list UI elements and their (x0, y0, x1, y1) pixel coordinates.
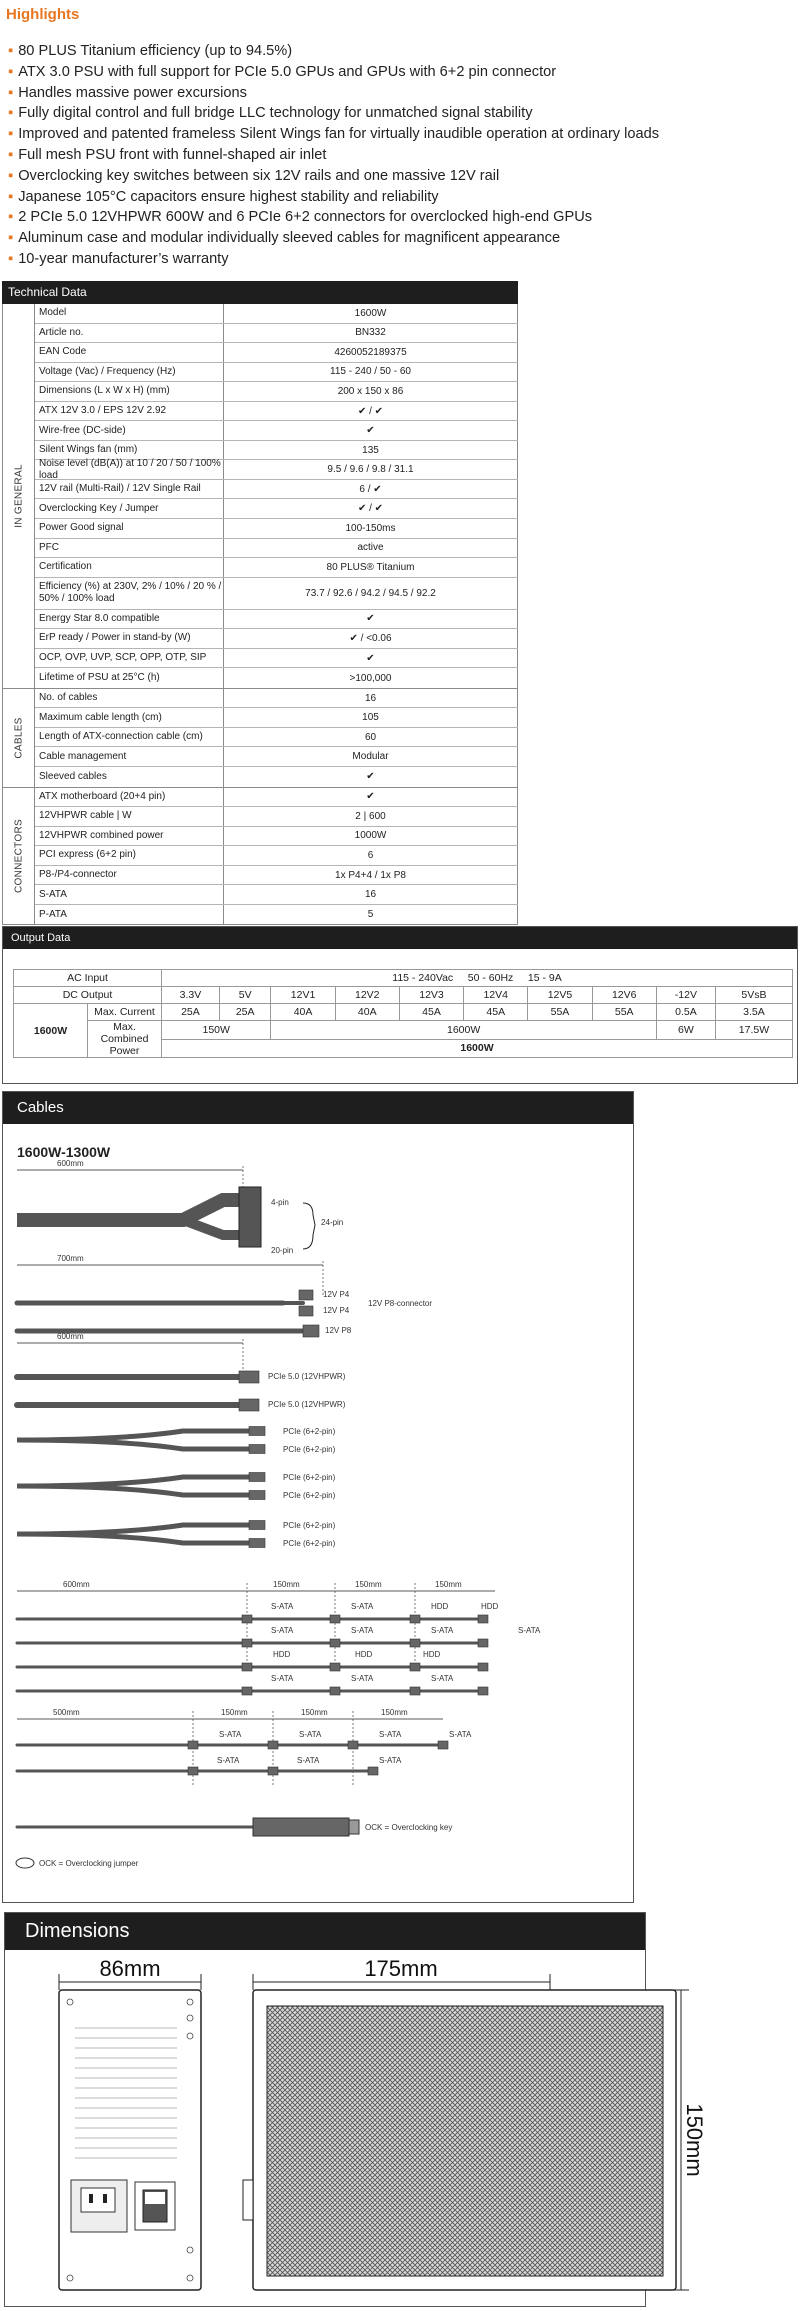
td-key: Article no. (35, 324, 224, 343)
sata-label: S-ATA (271, 1626, 294, 1635)
rail-label: 12V2 (335, 987, 399, 1004)
cables-title: Cables (3, 1092, 633, 1124)
td-row (35, 629, 518, 649)
td-group-label-text: CABLES (13, 717, 24, 759)
sata-label: S-ATA (431, 1674, 454, 1683)
td-group (2, 304, 518, 689)
rail-label: 12V5 (528, 987, 592, 1004)
combined-3v3-5v: 150W (162, 1021, 271, 1040)
td-row (35, 402, 518, 422)
td-value: 9.5 / 9.6 / 9.8 / 31.1 (224, 460, 518, 479)
td-value: 1600W (224, 304, 518, 323)
td-group (2, 689, 518, 788)
td-key: Certification (35, 558, 224, 577)
td-value: 105 (224, 708, 518, 727)
rail-current: 3.5A (715, 1004, 792, 1021)
ac-input-value: 115 - 240Vac 50 - 60Hz 15 - 9A (162, 970, 793, 987)
td-row (35, 610, 518, 630)
td-row (35, 480, 518, 500)
td-value: ✔ (224, 649, 518, 668)
td-key: OCP, OVP, UVP, SCP, OPP, OTP, SIP (35, 649, 224, 668)
rail-label: 12V4 (464, 987, 528, 1004)
sata-label: HDD (481, 1602, 499, 1611)
td-value: active (224, 539, 518, 558)
td-key: Cable management (35, 747, 224, 766)
sata-label: S-ATA (379, 1730, 402, 1739)
connector-plug (268, 1741, 278, 1749)
connector-plug (410, 1663, 420, 1671)
dimension-label: 150mm (435, 1580, 462, 1589)
td-key: Dimensions (L x W x H) (mm) (35, 382, 224, 401)
sata-label: S-ATA (217, 1756, 240, 1765)
td-key: PCI express (6+2 pin) (35, 846, 224, 865)
cables-diagram (3, 1125, 633, 1902)
td-key: Length of ATX-connection cable (cm) (35, 728, 224, 747)
pcie-label: PCIe (6+2-pin) (283, 1521, 336, 1530)
td-row (35, 304, 518, 324)
td-key: 12VHPWR cable | W (35, 807, 224, 826)
rail-label: 5V (219, 987, 271, 1004)
dc-output-label: DC Output (14, 987, 162, 1004)
td-key: Voltage (Vac) / Frequency (Hz) (35, 363, 224, 382)
td-value: ✔ (224, 421, 518, 440)
connector-plug (330, 1615, 340, 1623)
td-row (35, 708, 518, 728)
rail-current: 55A (528, 1004, 592, 1021)
ock-jumper (16, 1858, 34, 1868)
td-key: ATX motherboard (20+4 pin) (35, 788, 224, 807)
connector-plug (410, 1615, 420, 1623)
td-key: Silent Wings fan (mm) (35, 441, 224, 460)
td-key: S-ATA (35, 885, 224, 904)
connector-plug (242, 1687, 252, 1695)
rail-label: 12V3 (399, 987, 463, 1004)
td-row (35, 519, 518, 539)
td-group-label (2, 689, 35, 787)
connector-plug (478, 1639, 488, 1647)
td-value: 2 | 600 (224, 807, 518, 826)
td-row (35, 728, 518, 748)
td-row (35, 788, 518, 808)
td-value: 73.7 / 92.6 / 94.2 / 94.5 / 92.2 (224, 578, 518, 609)
atx-20pin-label: 20-pin (271, 1246, 294, 1255)
td-group-label (2, 304, 35, 688)
combined-5vsb: 17.5W (715, 1021, 792, 1040)
td-value: ✔ (224, 788, 518, 807)
td-value: ✔ (224, 767, 518, 787)
rail-current: 55A (592, 1004, 656, 1021)
combined-neg12v: 6W (656, 1021, 715, 1040)
td-key: Sleeved cables (35, 767, 224, 787)
td-key: P-ATA (35, 905, 224, 925)
connector-plug (239, 1371, 259, 1383)
total-power: 1600W (162, 1039, 793, 1058)
connector-plug (303, 1325, 319, 1337)
td-key: Maximum cable length (cm) (35, 708, 224, 727)
cable-bundle (183, 1220, 243, 1235)
td-value: 115 - 240 / 50 - 60 (224, 363, 518, 382)
td-key: 12VHPWR combined power (35, 827, 224, 846)
sata-label: HDD (273, 1650, 291, 1659)
td-group (2, 788, 518, 926)
output-data-title: Output Data (3, 927, 797, 949)
connector-plug (368, 1767, 378, 1775)
td-key: Efficiency (%) at 230V, 2% / 10% / 20 % / 50% / 100% load (35, 578, 224, 609)
sata-label: S-ATA (518, 1626, 541, 1635)
connector-plug (330, 1639, 340, 1647)
td-value: 1x P4+4 / 1x P8 (224, 866, 518, 885)
sata-label: S-ATA (351, 1674, 374, 1683)
td-row (35, 382, 518, 402)
ock-key-end (349, 1820, 359, 1834)
dimension-label: 600mm (63, 1580, 90, 1589)
td-value: ✔ (224, 610, 518, 629)
max-current-label: Max. Current (88, 1004, 162, 1021)
height-label: 150mm (682, 2103, 707, 2177)
dimensions-drawing (5, 1950, 707, 2306)
dimension-label: 150mm (301, 1708, 328, 1717)
connector-plug (249, 1445, 265, 1454)
connector-plug (188, 1741, 198, 1749)
p8-label: 12V P8 (325, 1326, 352, 1335)
sata-label: S-ATA (271, 1674, 294, 1683)
td-value: >100,000 (224, 668, 518, 688)
td-row (35, 885, 518, 905)
td-row (35, 578, 518, 610)
td-row (35, 539, 518, 559)
rail-current: 25A (162, 1004, 220, 1021)
rail-current: 25A (219, 1004, 271, 1021)
highlights-list (8, 41, 788, 270)
pcie5-label: PCIe 5.0 (12VHPWR) (268, 1400, 346, 1409)
highlight-item: ▪ Full mesh PSU front with funnel-shaped air inlet (8, 145, 788, 166)
sata-label: S-ATA (351, 1626, 374, 1635)
output-model: 1600W (14, 1004, 88, 1058)
pcie-label: PCIe (6+2-pin) (283, 1445, 336, 1454)
td-key: 12V rail (Multi-Rail) / 12V Single Rail (35, 480, 224, 499)
td-row (35, 324, 518, 344)
dimension-label: 600mm (57, 1332, 84, 1341)
cable-line (17, 1486, 255, 1495)
cables-subtitle: 1600W-1300W (17, 1144, 111, 1160)
highlight-item: ▪ Japanese 105°C capacitors ensure highest stability and reliability (8, 187, 788, 208)
td-key: Noise level (dB(A)) at 10 / 20 / 50 / 100% load (35, 460, 224, 479)
connector-plug (249, 1473, 265, 1482)
rail-current: 40A (271, 1004, 335, 1021)
td-row (35, 457, 518, 481)
td-value: 6 (224, 846, 518, 865)
connector-plug (299, 1306, 313, 1316)
rail-label: 5VsB (715, 987, 792, 1004)
highlight-item: ▪ Handles massive power excursions (8, 83, 788, 104)
td-key: Power Good signal (35, 519, 224, 538)
p8-group-label: 12V P8-connector (368, 1299, 433, 1308)
highlight-item: ▪ Improved and patented frameless Silent Wings fan for virtually inaudible operation at ordinary loads (8, 124, 788, 145)
combined-12v: 1600W (271, 1021, 656, 1040)
td-key: EAN Code (35, 343, 224, 362)
highlight-item: ▪ 2 PCIe 5.0 12VHPWR 600W and 6 PCIe 6+2 connectors for overclocked high-end GPUs (8, 207, 788, 228)
dimension-label: 150mm (381, 1708, 408, 1717)
td-row (35, 767, 518, 787)
td-value: 100-150ms (224, 519, 518, 538)
width-label: 86mm (99, 1956, 161, 1981)
connector-plug (478, 1687, 488, 1695)
connector-plug (242, 1639, 252, 1647)
ock-key-label: OCK = Overclocking key (365, 1823, 453, 1832)
rail-current: 40A (335, 1004, 399, 1021)
highlight-item: ▪ Aluminum case and modular individually sleeved cables for magnificent appearance (8, 228, 788, 249)
connector-plug (348, 1741, 358, 1749)
highlight-item: ▪ Fully digital control and full bridge LLC technology for unmatched signal stability (8, 103, 788, 124)
technical-data-title: Technical Data (2, 281, 518, 304)
td-row (35, 668, 518, 688)
connector-plug (249, 1427, 265, 1436)
connector-plug (242, 1663, 252, 1671)
psu-top-view (243, 1956, 707, 2290)
td-key: Model (35, 304, 224, 323)
td-row (35, 827, 518, 847)
sata-label: S-ATA (271, 1602, 294, 1611)
length-label: 175mm (364, 1956, 438, 1981)
dimension-label: 150mm (355, 1580, 382, 1589)
td-row (35, 905, 518, 925)
pcie5-label: PCIe 5.0 (12VHPWR) (268, 1372, 346, 1381)
connector-plug (249, 1539, 265, 1548)
max-combined-label: Max. Combined Power (88, 1021, 162, 1058)
technical-data-table (2, 304, 518, 925)
td-row (35, 343, 518, 363)
td-value: 60 (224, 728, 518, 747)
connector-plug (249, 1521, 265, 1530)
rail-label: -12V (656, 987, 715, 1004)
td-value: 80 PLUS® Titanium (224, 558, 518, 577)
sata-label: S-ATA (299, 1730, 322, 1739)
highlight-item: ▪ Overclocking key switches between six 12V rails and one massive 12V rail (8, 166, 788, 187)
td-value: ✔ / ✔ (224, 402, 518, 421)
ock-jumper-label: OCK = Overclocking jumper (39, 1859, 139, 1868)
td-value: 16 (224, 689, 518, 708)
cable-line (17, 1534, 255, 1543)
rail-label: 3.3V (162, 987, 220, 1004)
td-row (35, 866, 518, 886)
td-row (35, 499, 518, 519)
td-value: ✔ / ✔ (224, 499, 518, 518)
td-key: Energy Star 8.0 compatible (35, 610, 224, 629)
sata-label: HDD (355, 1650, 373, 1659)
connector-plug (268, 1767, 278, 1775)
dimension-label: 600mm (57, 1159, 84, 1168)
p4-label: 12V P4 (323, 1290, 350, 1299)
rail-label: 12V1 (271, 987, 335, 1004)
pcie-label: PCIe (6+2-pin) (283, 1539, 336, 1548)
td-row (35, 649, 518, 669)
dimension-label: 150mm (273, 1580, 300, 1589)
dimension-label: 150mm (221, 1708, 248, 1717)
td-value: 16 (224, 885, 518, 904)
td-group-label-text: IN GENERAL (13, 464, 24, 528)
pcie-label: PCIe (6+2-pin) (283, 1491, 336, 1500)
td-key: No. of cables (35, 689, 224, 708)
dimensions-title: Dimensions (5, 1913, 645, 1950)
td-key: ErP ready / Power in stand-by (W) (35, 629, 224, 648)
td-row (35, 421, 518, 441)
connector-plug (410, 1687, 420, 1695)
connector-plug (478, 1615, 488, 1623)
td-row (35, 689, 518, 709)
sata-label: S-ATA (297, 1756, 320, 1765)
ock-key (253, 1818, 349, 1836)
dimension-label: 700mm (57, 1254, 84, 1263)
output-data-panel (2, 926, 798, 1084)
connector-plug (239, 1399, 259, 1411)
cables-panel (2, 1091, 634, 1903)
connector-plug (410, 1639, 420, 1647)
td-value: BN332 (224, 324, 518, 343)
sata-label: S-ATA (351, 1602, 374, 1611)
td-group-label (2, 788, 35, 925)
td-value: ✔ / <0.06 (224, 629, 518, 648)
output-data-table (13, 969, 793, 1058)
highlights-title: Highlights (6, 6, 80, 23)
sata-label: S-ATA (449, 1730, 472, 1739)
td-key: P8-/P4-connector (35, 866, 224, 885)
atx-4pin-label: 4-pin (271, 1198, 289, 1207)
rail-current: 45A (464, 1004, 528, 1021)
brace (303, 1203, 315, 1249)
highlight-item: ▪ 10-year manufacturer’s warranty (8, 249, 788, 270)
connector-plug (249, 1491, 265, 1500)
sata-label: S-ATA (431, 1626, 454, 1635)
sata-label: S-ATA (219, 1730, 242, 1739)
td-key: Wire-free (DC-side) (35, 421, 224, 440)
connector-plug (242, 1615, 252, 1623)
td-row (35, 807, 518, 827)
cable-line (17, 1440, 255, 1449)
connector-plug (299, 1290, 313, 1300)
rail-current: 0.5A (656, 1004, 715, 1021)
td-row (35, 747, 518, 767)
connector-plug (188, 1767, 198, 1775)
pcie-label: PCIe (6+2-pin) (283, 1427, 336, 1436)
atx-24pin-label: 24-pin (321, 1218, 344, 1227)
cable-bundle (17, 1200, 243, 1220)
dimensions-panel (4, 1912, 707, 2307)
connector-plug (330, 1687, 340, 1695)
td-value: 1000W (224, 827, 518, 846)
td-value: 5 (224, 905, 518, 925)
sata-label: S-ATA (379, 1756, 402, 1765)
td-group-label-text: CONNECTORS (13, 819, 24, 893)
td-key: ATX 12V 3.0 / EPS 12V 2.92 (35, 402, 224, 421)
td-value: 4260052189375 (224, 343, 518, 362)
td-row (35, 558, 518, 578)
connector-plug (478, 1663, 488, 1671)
td-value: 200 x 150 x 86 (224, 382, 518, 401)
td-value: Modular (224, 747, 518, 766)
td-row (35, 363, 518, 383)
rail-current: 45A (399, 1004, 463, 1021)
p4-label: 12V P4 (323, 1306, 350, 1315)
td-row (35, 846, 518, 866)
ac-input-label: AC Input (14, 970, 162, 987)
td-key: Lifetime of PSU at 25°C (h) (35, 668, 224, 688)
sata-label: HDD (423, 1650, 441, 1659)
pcie-label: PCIe (6+2-pin) (283, 1473, 336, 1482)
dimension-label: 500mm (53, 1708, 80, 1717)
highlight-item: ▪ 80 PLUS Titanium efficiency (up to 94.5%) (8, 41, 788, 62)
rail-label: 12V6 (592, 987, 656, 1004)
connector-plug (438, 1741, 448, 1749)
highlight-item: ▪ ATX 3.0 PSU with full support for PCIe 5.0 GPUs and GPUs with 6+2 pin connector (8, 62, 788, 83)
td-key: Overclocking Key / Jumper (35, 499, 224, 518)
td-value: 135 (224, 441, 518, 460)
technical-data-panel (2, 281, 518, 920)
sata-label: HDD (431, 1602, 449, 1611)
td-key: PFC (35, 539, 224, 558)
psu-side-view (59, 1956, 201, 2290)
connector-plug (330, 1663, 340, 1671)
td-value: 6 / ✔ (224, 480, 518, 499)
atx-connector (239, 1187, 261, 1247)
